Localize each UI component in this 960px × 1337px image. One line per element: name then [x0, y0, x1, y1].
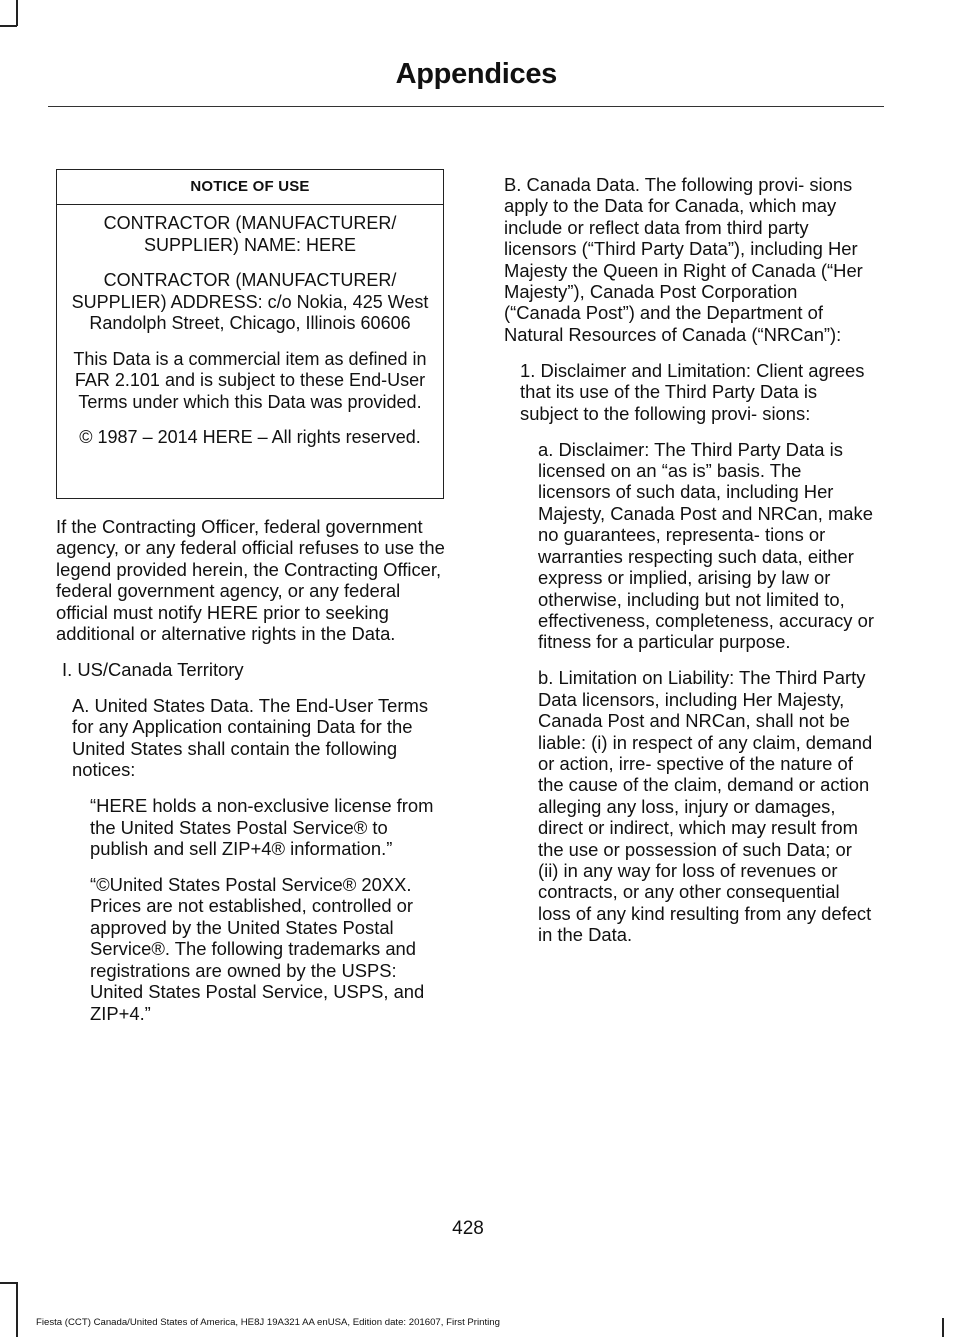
crop-mark-bottom-right-v: [942, 1318, 944, 1337]
intro-paragraph: If the Contracting Officer, federal government agency, or any federal official refuses to use the legend provided herein, the Contracting Officer, federal government agency, or any federal official must notify HERE prior to seeking additional or alternative rights in the Data.: [56, 516, 445, 645]
right-column: [504, 174, 874, 960]
usps-license-notice: “HERE holds a non-exclusive license from the United States Postal Service® to publish and sell ZIP+4® information.”: [90, 795, 434, 860]
left-column: [56, 516, 448, 1039]
crop-mark-bottom-left-v: [16, 1282, 18, 1337]
usps-copyright-notice: “©United States Postal Service® 20XX. Prices are not established, controlled or approved by the United States Postal Service®. The following trademarks and registrations are owned by the USPS: United States Postal Service, USPS, and ZIP+4.”: [90, 874, 425, 1024]
contractor-address: CONTRACTOR (MANUFACTURER/ SUPPLIER) ADDRESS: c/o Nokia, 425 West Randolph Street, Chicago, Illinois 60606: [71, 270, 429, 333]
footer-edition-info: Fiesta (CCT) Canada/United States of America, HE8J 19A321 AA enUSA, Edition date: 201607, First Printing: [36, 1317, 500, 1328]
header-divider: [48, 106, 884, 107]
page-number: 428: [452, 1218, 484, 1239]
notice-heading: NOTICE OF USE: [57, 170, 443, 205]
contractor-name: CONTRACTOR (MANUFACTURER/ SUPPLIER) NAME: HERE: [103, 213, 397, 255]
crop-mark-top-left-v: [16, 0, 18, 26]
disclaimer-limitation-item: 1. Disclaimer and Limitation: Client agrees that its use of the Third Party Data is subject to the following provi- sions:: [520, 359, 865, 424]
section-i-heading: I. US/Canada Territory: [62, 659, 244, 681]
copyright-line: © 1987 – 2014 HERE – All rights reserved.: [79, 427, 421, 447]
notice-of-use-box: [56, 169, 444, 499]
page-title: Appendices: [395, 58, 557, 90]
commercial-item-text: This Data is a commercial item as defined in FAR 2.101 and is subject to these End-User Terms under which this Data was provided.: [73, 348, 427, 412]
notice-body: [57, 205, 443, 449]
crop-mark-top-left-h: [0, 25, 17, 27]
limitation-liability-item: b. Limitation on Liability: The Third Party Data licensors, including Her Majesty, Canada Post and NRCan, shall not be liable: (i) in respect of any claim, demand or action, irre- spective of the nature of the cause of the claim, demand or action alleging any loss, injury or damages, direct or indirect, which may result from the use or possession of such Data; or (ii) in any way for loss of revenues or contracts, or any other consequential loss of any kind resulting from any defect in the Data.: [538, 667, 873, 946]
section-a-paragraph: A. United States Data. The End-User Terms for any Application containing Data for the United States shall contain the following notices:: [72, 695, 429, 781]
section-b-paragraph: B. Canada Data. The following provi- sions apply to the Data for Canada, which may include or reflect data from third party licensors (“Third Party Data”), including Her Majesty the Queen in Right of Canada (“Her Majesty”), Canada Post Corporation (“Canada Post”) and the Department of Natural Resources of Canada (“NRCan”):: [504, 174, 863, 345]
disclaimer-item: a. Disclaimer: The Third Party Data is licensed on an “as is” basis. The licensors of such data, including Her Majesty, Canada Post and NRCan, make no guarantees, representa- tions or warranties respecting such data, either express or implied, arising by law or otherwise, including but not limited to, effectiveness, completeness, accuracy or fitness for a particular purpose.: [538, 438, 874, 653]
crop-mark-bottom-left-h: [0, 1282, 17, 1284]
